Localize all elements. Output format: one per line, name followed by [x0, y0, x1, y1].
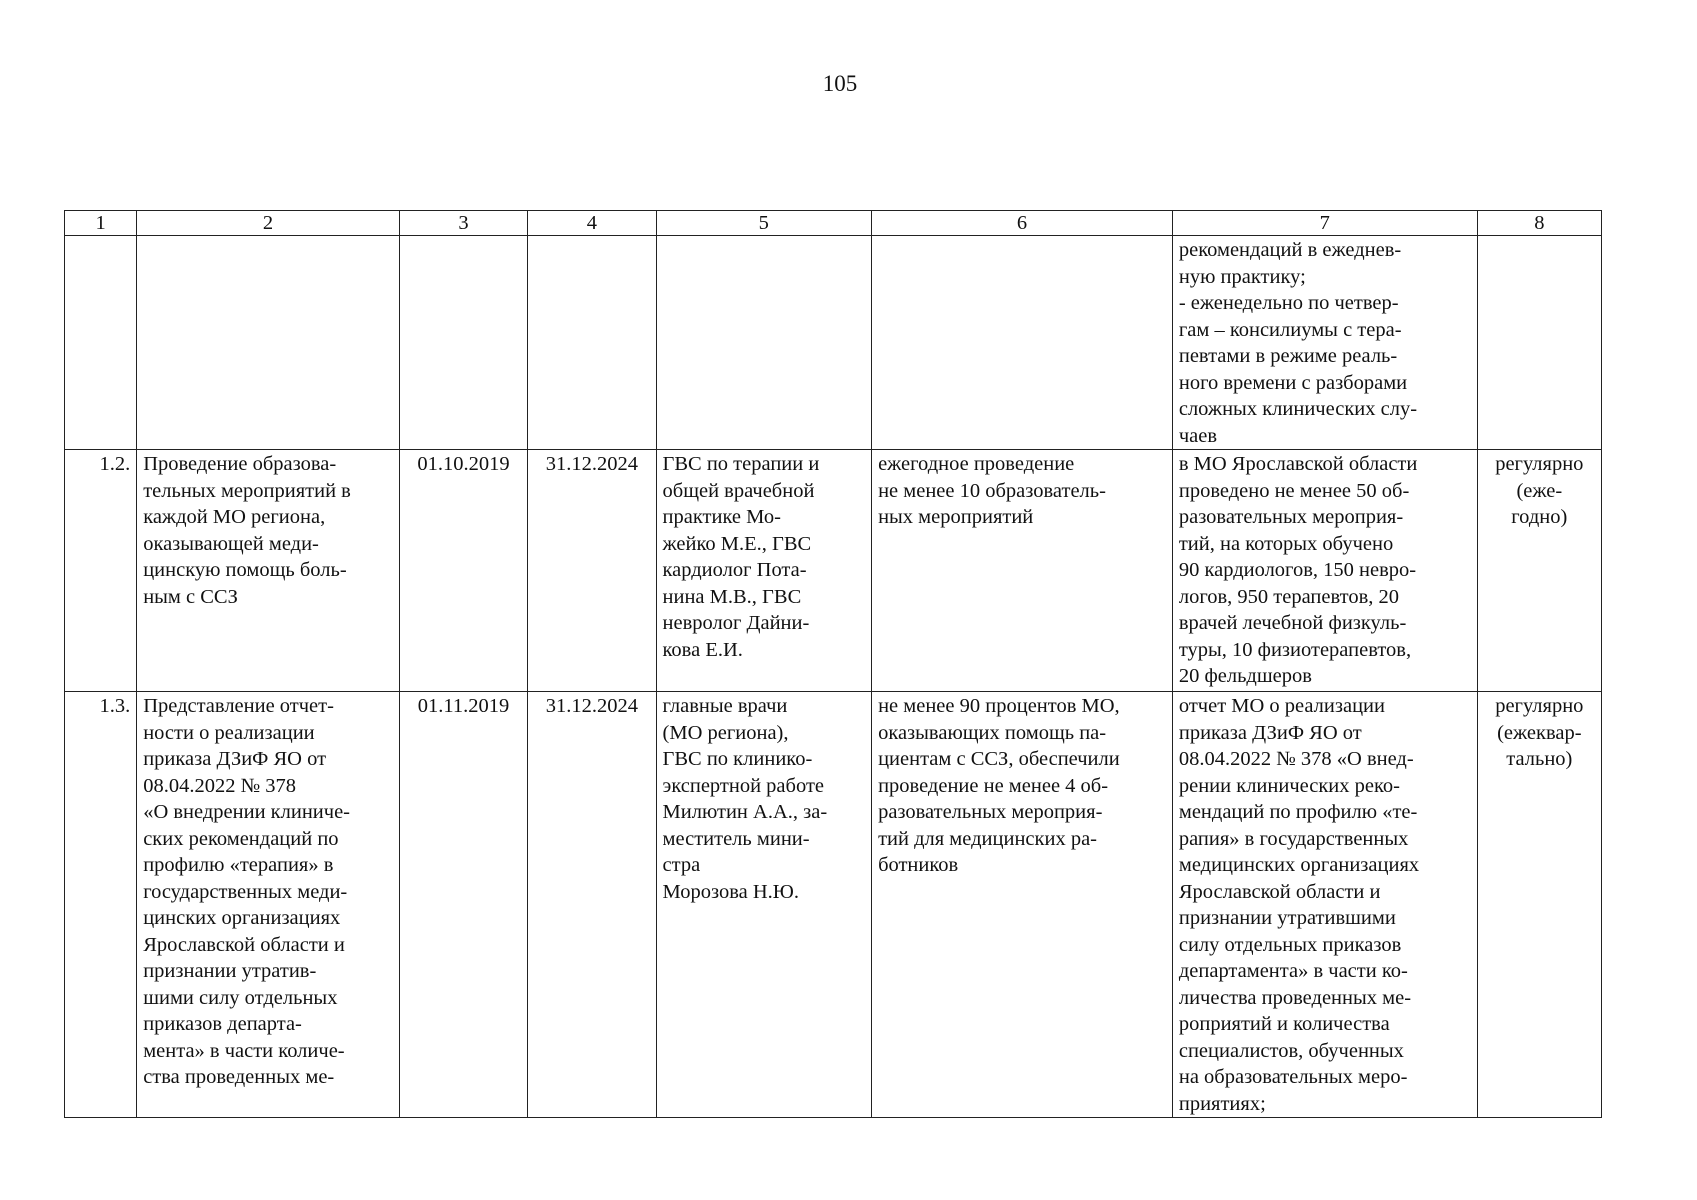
- cell-text-line: Проведение образова-: [143, 453, 337, 475]
- cell-text-line: певтами в режиме реаль-: [1178, 345, 1398, 367]
- cell-text-line: в МО Ярославской области: [1178, 453, 1418, 475]
- cell-end-date: 31.12.2024: [528, 450, 656, 692]
- cell-text-line: чаев: [1178, 424, 1218, 447]
- cell-text-line: кова Е.И.: [662, 638, 743, 661]
- cell-start-date: 01.11.2019: [399, 692, 527, 1118]
- cell-result: [1172, 236, 1477, 450]
- cell-text-line: 08.04.2022 № 378: [143, 774, 296, 797]
- column-header-7: 7: [1172, 211, 1477, 236]
- cell-text-line: тий для медицинских ра-: [878, 827, 1097, 850]
- cell-text-line: (еже-: [1516, 479, 1563, 502]
- cell-start-date: [399, 236, 527, 450]
- cell-text-line: годно): [1511, 506, 1568, 528]
- column-header-8: 8: [1477, 211, 1601, 236]
- cell-target: [872, 450, 1173, 692]
- cell-text-line: проведено не менее 50 об-: [1178, 479, 1410, 502]
- column-header-3: 3: [399, 211, 527, 236]
- cell-text-line: Морозова Н.Ю.: [662, 880, 799, 903]
- cell-text-line: практике Мо-: [662, 506, 781, 528]
- cell-target: [872, 236, 1173, 450]
- cell-responsible: [656, 236, 872, 450]
- cell-text-line: силу отдельных приказов: [1178, 933, 1402, 956]
- cell-text-line: специалистов, обученных: [1178, 1039, 1404, 1062]
- cell-responsible: [656, 450, 872, 692]
- cell-text-line: логов, 950 терапевтов, 20: [1178, 585, 1400, 608]
- cell-text-line: (МО региона),: [662, 721, 789, 744]
- cell-text-line: кардиолог Пота-: [662, 559, 807, 581]
- cell-activity: [137, 692, 400, 1118]
- column-header-6: 6: [872, 211, 1173, 236]
- cell-text-line: приказов департа-: [143, 1013, 302, 1035]
- cell-text-line: туры, 10 физиотерапевтов,: [1178, 638, 1412, 661]
- cell-text-line: жейко М.Е., ГВС: [662, 532, 812, 555]
- cell-result: [1172, 692, 1477, 1118]
- cell-text-line: ную практику;: [1178, 265, 1306, 288]
- cell-result: [1172, 450, 1477, 692]
- cell-text-line: мендаций по профилю «те-: [1178, 801, 1418, 823]
- cell-activity: [137, 236, 400, 450]
- cell-text-line: профилю «терапия» в: [143, 854, 334, 876]
- cell-text-line: рапия» в государственных: [1178, 827, 1409, 850]
- cell-text-line: каждой МО региона,: [143, 506, 326, 528]
- cell-text-line: проведение не менее 4 об-: [878, 774, 1109, 797]
- cell-activity: [137, 450, 400, 692]
- cell-text-line: ГВС по терапии и: [662, 453, 820, 475]
- cell-text-line: рении клинических реко-: [1178, 774, 1400, 797]
- cell-text-line: врачей лечебной физкуль-: [1178, 612, 1407, 634]
- cell-text-line: 20 фельдшеров: [1178, 665, 1312, 687]
- cell-text-line: цинскую помощь боль-: [143, 559, 347, 581]
- cell-text-line: цинских организациях: [143, 907, 341, 929]
- cell-text-line: главные врачи: [662, 695, 788, 717]
- cell-text-line: оказывающих помощь па-: [878, 721, 1107, 744]
- cell-text-line: нина М.В., ГВС: [662, 585, 802, 608]
- cell-text-line: 90 кардиологов, 150 невро-: [1178, 559, 1417, 581]
- cell-text-line: государственных меди-: [143, 880, 348, 903]
- cell-text-line: мента» в части количе-: [143, 1039, 345, 1062]
- cell-text-line: Ярославской области и: [143, 933, 345, 956]
- cell-text-line: регулярно: [1495, 453, 1584, 475]
- cell-text-line: Ярославской области и: [1178, 880, 1381, 903]
- cell-frequency: [1477, 692, 1601, 1118]
- cell-text-line: шими силу отдельных: [143, 986, 338, 1009]
- cell-text-line: регулярно: [1495, 695, 1584, 717]
- cell-text-line: медицинских организациях: [1178, 854, 1420, 876]
- cell-text-line: ских рекомендаций по: [143, 827, 339, 850]
- column-header-1: 1: [65, 211, 137, 236]
- cell-number: 1.2.: [65, 450, 137, 692]
- cell-number: 1.3.: [65, 692, 137, 1118]
- cell-start-date: 01.10.2019: [399, 450, 527, 692]
- cell-text-line: ежегодное проведение: [878, 453, 1075, 475]
- cell-text-line: ных мероприятий: [878, 506, 1034, 528]
- cell-text-line: (ежеквар-: [1497, 721, 1582, 744]
- cell-text-line: - еженедельно по четвер-: [1178, 292, 1399, 314]
- cell-text-line: ГВС по клинико-: [662, 748, 813, 770]
- cell-end-date: [528, 236, 656, 450]
- table-row: [65, 692, 1602, 1118]
- cell-text-line: невролог Дайни-: [662, 612, 810, 634]
- cell-frequency: [1477, 236, 1601, 450]
- cell-text-line: «О внедрении клиниче-: [143, 801, 350, 823]
- page-number: 105: [822, 71, 858, 96]
- cell-text-line: ности о реализации: [143, 721, 315, 744]
- cell-text-line: разовательных мероприя-: [1178, 506, 1404, 528]
- cell-text-line: гам – консилиумы с тера-: [1178, 318, 1402, 341]
- cell-text-line: 08.04.2022 № 378 «О внед-: [1178, 748, 1414, 770]
- cell-text-line: общей врачебной: [662, 479, 815, 502]
- cell-text-line: признании утратив-: [143, 960, 317, 982]
- cell-text-line: сложных клинических слу-: [1178, 398, 1418, 420]
- cell-text-line: тально): [1506, 748, 1573, 770]
- cell-text-line: экспертной работе: [662, 774, 825, 797]
- cell-responsible: [656, 692, 872, 1118]
- cell-text-line: ного времени с разборами: [1178, 371, 1408, 394]
- cell-text-line: роприятий и количества: [1178, 1013, 1390, 1035]
- cell-text-line: разовательных мероприя-: [878, 801, 1103, 823]
- cell-text-line: рекомендаций в ежеднев-: [1178, 239, 1402, 261]
- cell-text-line: признании утратившими: [1178, 907, 1396, 929]
- cell-text-line: ботников: [878, 854, 959, 876]
- cell-end-date: 31.12.2024: [528, 692, 656, 1118]
- cell-text-line: ным с ССЗ: [143, 585, 238, 608]
- cell-text-line: приятиях;: [1178, 1092, 1266, 1115]
- cell-text-line: на образовательных меро-: [1178, 1066, 1408, 1088]
- cell-number: [65, 236, 137, 450]
- cell-text-line: Милютин А.А., за-: [662, 801, 828, 823]
- cell-text-line: отчет МО о реализации: [1178, 695, 1385, 717]
- table-row: [65, 450, 1602, 692]
- plan-table: [64, 210, 1602, 1118]
- cell-text-line: тий, на которых обучено: [1178, 532, 1394, 555]
- cell-text-line: Представление отчет-: [143, 695, 334, 717]
- cell-text-line: департамента» в части ко-: [1178, 960, 1408, 982]
- cell-text-line: приказа ДЗиФ ЯО от: [143, 748, 327, 770]
- table-row: [65, 236, 1602, 450]
- cell-text-line: стра: [662, 854, 701, 876]
- cell-text-line: не менее 90 процентов МО,: [878, 695, 1120, 717]
- cell-target: [872, 692, 1173, 1118]
- cell-text-line: циентам с ССЗ, обеспечили: [878, 748, 1120, 770]
- column-header-2: 2: [137, 211, 400, 236]
- cell-text-line: не менее 10 образователь-: [878, 479, 1106, 502]
- cell-text-line: ства проведенных ме-: [143, 1066, 335, 1088]
- cell-text-line: личества проведенных ме-: [1178, 986, 1412, 1009]
- cell-text-line: оказывающей меди-: [143, 532, 319, 555]
- column-header-4: 4: [528, 211, 656, 236]
- header-row: [65, 211, 1602, 236]
- cell-frequency: [1477, 450, 1601, 692]
- column-header-5: 5: [656, 211, 872, 236]
- cell-text-line: тельных мероприятий в: [143, 479, 351, 502]
- cell-text-line: меститель мини-: [662, 827, 810, 850]
- cell-text-line: приказа ДЗиФ ЯО от: [1178, 721, 1362, 744]
